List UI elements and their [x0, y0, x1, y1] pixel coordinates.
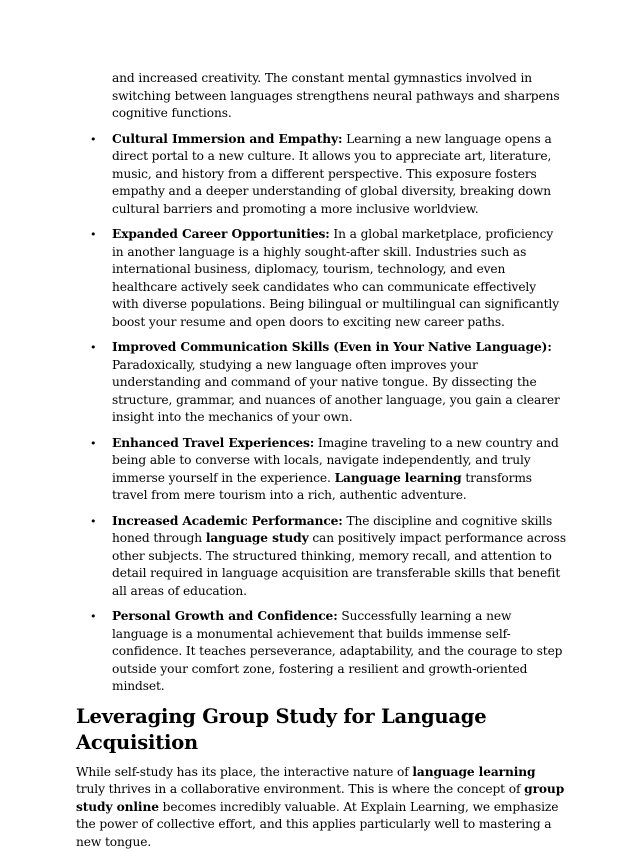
list-item-text: transforms travel from mere tourism into a rich, authentic adventure. — [112, 471, 532, 503]
bullet-icon: • — [90, 513, 96, 531]
list-item — [76, 131, 566, 219]
list-item-keyword: language study — [206, 531, 309, 545]
paragraph-text: becomes incredibly valuable. At Explain Learning, we emphasize the power of collective effort, and this applies particularly well to mastering a new tongue. — [76, 800, 558, 849]
section-heading: Leveraging Group Study for Language Acquisition — [76, 704, 566, 756]
list-item — [76, 339, 566, 427]
paragraph-text: While self-study has its place, the interactive nature of — [76, 765, 412, 779]
list-item-title: Personal Growth and Confidence: — [112, 609, 338, 623]
list-item-text: In a global marketplace, proficiency in another language is a highly sought-after skill. Industries such as international business, diplomacy, tourism, technology, and even healthcare actively seek candidates who can communicate effectively with diverse populations. Being bilingual or multilingual can significantly boost your resume and open doors to exciting new career paths. — [112, 227, 559, 329]
list-item-keyword: Language learning — [335, 471, 462, 485]
section-paragraph — [76, 764, 566, 851]
paragraph-keyword: group study online — [76, 782, 564, 814]
list-item-text: Learning a new language opens a direct portal to a new culture. It allows you to appreciate art, literature, music, and history from a different perspective. This exposure fosters empathy and a deeper understanding of global diversity, breaking down cultural barriers and promoting a more inclusive worldview. — [112, 132, 552, 216]
list-item-text: Successfully learning a new language is a monumental achievement that builds immense self-confidence. It teaches perseverance, adaptability, and the courage to step outside your comfort zone, fostering a resilient and growth-oriented mindset. — [112, 609, 562, 693]
benefits-list — [76, 131, 566, 696]
list-item — [76, 435, 566, 505]
list-item — [76, 226, 566, 331]
list-item-title: Enhanced Travel Experiences: — [112, 436, 314, 450]
list-item — [76, 513, 566, 601]
list-item-text: The discipline and cognitive skills honed through — [112, 514, 552, 546]
bullet-icon: • — [90, 608, 96, 626]
paragraph-text: truly thrives in a collaborative environment. This is where the concept of — [76, 782, 524, 796]
list-item-title: Increased Academic Performance: — [112, 514, 343, 528]
list-item-title: Expanded Career Opportunities: — [112, 227, 330, 241]
bullet-icon: • — [90, 339, 96, 357]
paragraph-keyword: language learning — [412, 765, 535, 779]
list-item-title: Cultural Immersion and Empathy: — [112, 132, 342, 146]
list-item-text: Imagine traveling to a new country and being able to converse with locals, navigate independently, and truly immerse yourself in the experience. — [112, 436, 559, 485]
bullet-icon: • — [90, 131, 96, 149]
list-item — [76, 608, 566, 696]
list-item-title: Improved Communication Skills (Even in Your Native Language): — [112, 340, 552, 354]
list-item-text: can positively impact performance across other subjects. The structured thinking, memory recall, and attention to detail required in language acquisition are transferable skills that benefit all areas of education. — [112, 531, 566, 598]
list-item-text: Paradoxically, studying a new language often improves your understanding and command of your native tongue. By dissecting the structure, grammar, and nuances of another language, you gain a clearer insight into the mechanics of your own. — [112, 358, 560, 425]
continuation-paragraph: and increased creativity. The constant mental gymnastics involved in switching between languages strengthens neural pathways and sharpens cognitive functions. — [112, 70, 566, 123]
bullet-icon: • — [90, 435, 96, 453]
bullet-icon: • — [90, 226, 96, 244]
